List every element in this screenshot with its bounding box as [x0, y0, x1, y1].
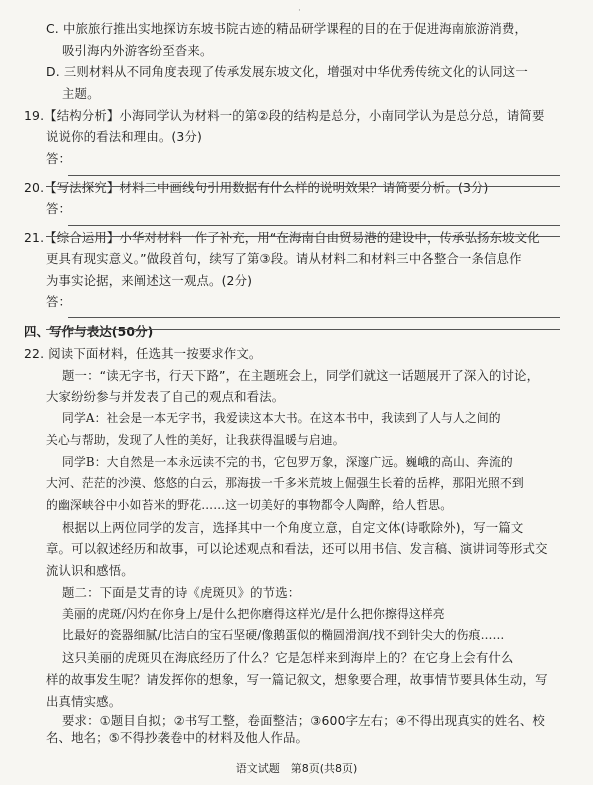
- text-line-q21-2: 更具有现实意义。”做段首句，续写了第③段。请从材料二和材料三中各整合一条信息作: [46, 251, 522, 266]
- text-line-q22: 22. 阅读下面材料，任选其一按要求作文。: [24, 346, 262, 361]
- text-line-b-1: 同学B：大自然是一本永远读不完的书，它包罗万象，深邃广远。巍峨的高山、奔流的: [62, 455, 513, 469]
- answer-line-20b: [46, 236, 560, 237]
- text-line-b-2: 大河、茫茫的沙漠、悠悠的白云，那海拔一千多米荒坡上倔强生长着的岳桦，那阳光照不到: [46, 476, 524, 490]
- top-mark: ·: [298, 6, 301, 16]
- text-line-a-2: 关心与帮助，发现了人性的美好，让我获得温暖与启迪。: [46, 433, 345, 447]
- text-line-p-2: 比最好的瓷器细腻/比洁白的宝石坚硬/像鹅蛋似的椭圆滑润/找不到针尖大的伤痕……: [62, 628, 505, 642]
- text-line-t1-2: 大家纷纷参与并发表了自己的观点和看法。: [46, 389, 285, 404]
- text-line-q21-1: 21.【综合运用】小华对材料一作了补充，用“在海南自由贸易港的建设中，传承弘扬东坡文化: [24, 230, 540, 245]
- answer-line-20a: [68, 225, 560, 226]
- text-line-q21-3: 为事实论据，来阐述这一观点。(2分): [46, 273, 253, 288]
- text-line-a-1: 同学A：社会是一本无字书，我爱读这本大书。在这本书中，我读到了人与人之间的: [62, 411, 501, 425]
- requirements-line-2: 名、地名；⑤不得抄袭卷中的材料及他人作品。: [46, 730, 309, 745]
- answer-line-21a: [68, 317, 560, 318]
- text-line-q19-1: 19.【结构分析】小海同学认为材料一的第②段的结构是总分，小南同学认为是总分总，请简要: [24, 108, 545, 123]
- text-line-b-3: 的幽深峡谷中小如苔米的野花……这一切美好的事物都令人陶醉，给人哲思。: [46, 498, 453, 512]
- text-line-sec4: 四、写作与表达(50分): [24, 324, 154, 339]
- text-line-t1-5: 流认识和感悟。: [46, 563, 134, 578]
- text-line-t1-4: 章。可以叙述经历和故事，可以论述观点和看法，还可以用书信、发言稿、演讲词等形式交: [46, 541, 548, 556]
- text-line-q18c-2: 吸引海内外游客纷至沓来。: [62, 43, 213, 58]
- requirements-line-1: 要求：①题目自拟；②书写工整，卷面整洁；③600字左右；④不得出现真实的姓名、校: [62, 713, 545, 728]
- text-line-q18c-1: C. 中旅旅行推出实地探访东坡书院古迹的精品研学课程的目的在于促进海南旅游消费，: [46, 21, 527, 36]
- text-line-q21-ans: 答：: [46, 294, 72, 309]
- page-footer: 语文试题 第8页(共8页): [235, 762, 358, 775]
- text-line-t2-4: 出真情实感。: [46, 694, 122, 709]
- answer-line-19b: [46, 186, 560, 187]
- text-line-q20-1: 20.【写法探究】材料二中画线句引用数据有什么样的说明效果？请简要分析。(3分): [24, 180, 489, 195]
- text-line-q19-ans: 答：: [46, 151, 72, 166]
- text-line-q18d-2: 主题。: [62, 86, 100, 101]
- text-line-t1-1: 题一：“读无字书，行天下路”，在主题班会上，同学们就这一话题展开了深入的讨论，: [62, 368, 540, 383]
- text-line-t1-3: 根据以上两位同学的发言，选择其中一个角度立意，自定文体(诗歌除外)，写一篇文: [62, 520, 524, 535]
- answer-line-19a: [68, 175, 560, 176]
- text-line-t2-3: 样的故事发生呢？请发挥你的想象，写一篇记叙文，想象要合理，故事情节要具体生动，写: [46, 672, 548, 687]
- text-line-t2-2: 这只美丽的虎斑贝在海底经历了什么？它是怎样来到海岸上的？在它身上会有什么: [62, 650, 514, 665]
- text-line-q18d-1: D. 三则材料从不同角度表现了传承发展东坡文化，增强对中华优秀传统文化的认同这一: [46, 64, 528, 79]
- text-line-q19-2: 说说你的看法和理由。(3分): [46, 129, 202, 144]
- text-line-q20-ans: 答：: [46, 201, 72, 216]
- text-line-t2-1: 题二：下面是艾青的诗《虎斑贝》的节选：: [62, 585, 301, 600]
- text-line-p-1: 美丽的虎斑/闪灼在你身上/是什么把你磨得这样光/是什么把你擦得这样亮: [62, 607, 445, 621]
- answer-line-21b: [46, 329, 560, 330]
